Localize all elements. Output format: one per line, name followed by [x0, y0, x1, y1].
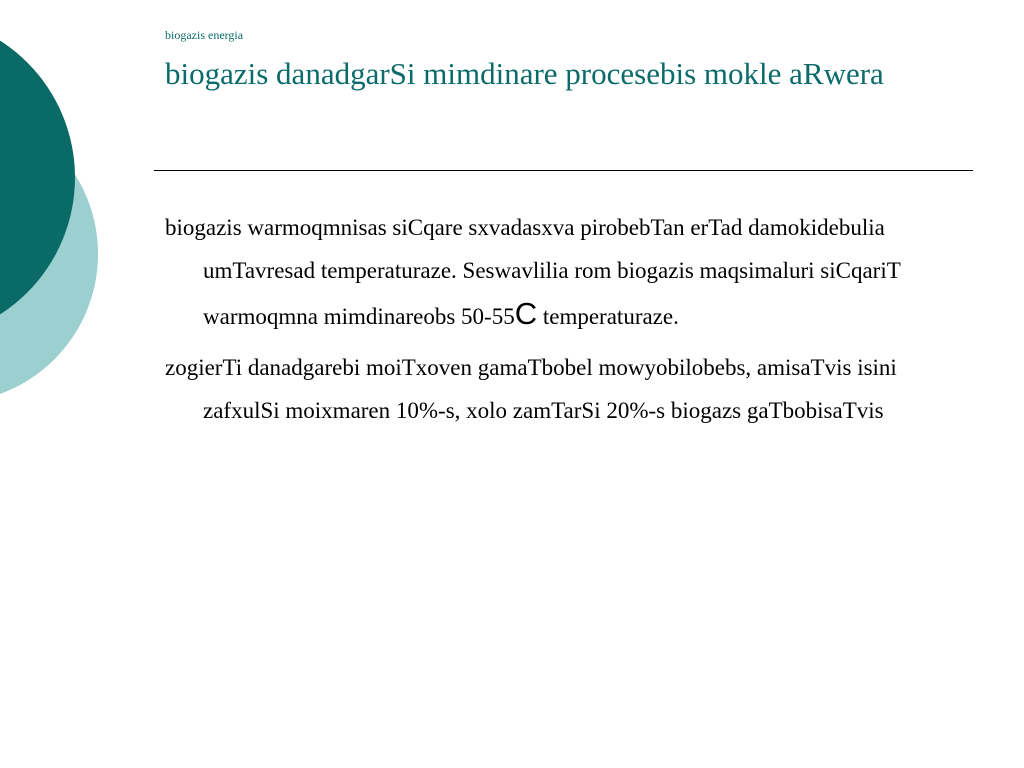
slide-subtitle: biogazis energia: [165, 28, 244, 42]
paragraph-1-text-end: temperaturaze.: [537, 304, 679, 329]
title-divider: [154, 170, 973, 171]
slide-title: biogazis danadgarSi mimdinare procesebis mokle aRwera: [165, 56, 884, 91]
paragraph-1-text: biogazis warmoqmnisas siCqare sxvadasxva pirobebTan erTad damokidebulia umTavresad temperaturaze. Seswavlilia rom biogazis maqsimaluri siCqariT warmoqmna mimdinareobs 50-55: [165, 215, 901, 329]
body-paragraph-1: [165, 206, 965, 338]
temperature-unit: C: [514, 296, 538, 331]
slide-body: [165, 206, 965, 440]
body-paragraph-2: [165, 346, 965, 432]
paragraph-2-text: zogierTi danadgarebi moiTxoven gamaTbobel mowyobilobebs, amisaTvis isini zafxulSi moixmaren 10%-s, xolo zamTarSi 20%-s biogazs gaTbobisaTvis: [165, 355, 897, 423]
